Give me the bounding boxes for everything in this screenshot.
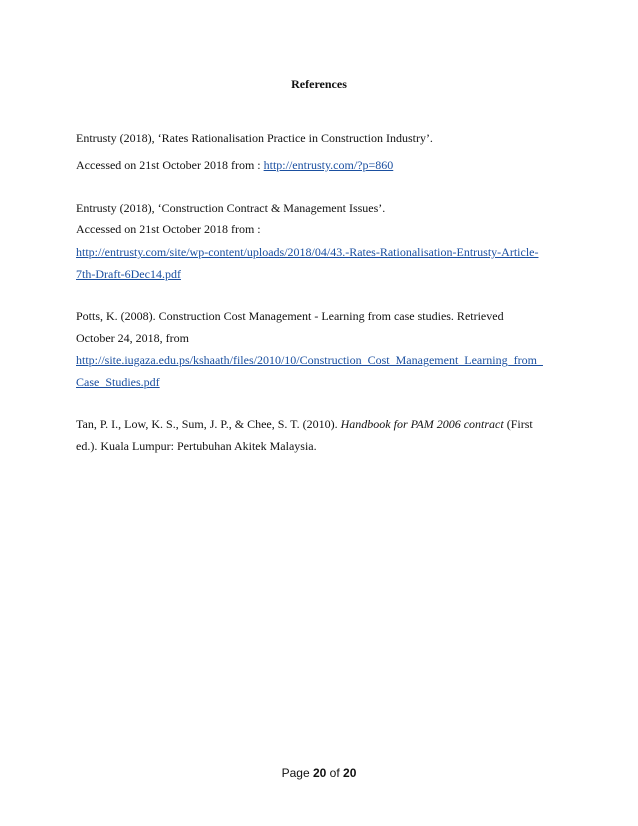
page-title: References xyxy=(291,77,347,91)
reference-3-link[interactable]: http://site.iugaza.edu.ps/kshaath/files/2010/10/Construction_Cost_Management_Learning_from_ xyxy=(76,353,543,367)
reference-1-link[interactable]: http://entrusty.com/?p=860 xyxy=(263,158,394,172)
footer-of-word: of xyxy=(329,766,340,780)
reference-2-link-line-2[interactable] xyxy=(76,266,181,282)
reference-2-link-continued[interactable]: 7th-Draft-6Dec14.pdf xyxy=(76,267,181,281)
reference-3-link-continued[interactable]: Case_Studies.pdf xyxy=(76,375,160,389)
reference-3-link-line-1[interactable] xyxy=(76,352,543,368)
reference-4-book-title: Handbook for PAM 2006 contract xyxy=(340,417,504,431)
reference-3-retrieved: October 24, 2018, from xyxy=(76,331,189,345)
reference-4-edition: (First xyxy=(503,417,533,431)
reference-2-link-line-1[interactable] xyxy=(76,244,538,260)
footer-current-page: 20 xyxy=(312,766,327,780)
reference-1-accessed xyxy=(76,157,393,173)
reference-1-citation: Entrusty (2018), ‘Rates Rationalisation Practice in Construction Industry’. xyxy=(76,131,433,145)
reference-4-authors: Tan, P. I., Low, K. S., Sum, J. P., & Chee, S. T. (2010). xyxy=(76,417,341,431)
reference-2-accessed: Accessed on 21st October 2018 from : xyxy=(76,222,261,236)
reference-3-link-line-2[interactable] xyxy=(76,374,160,390)
reference-1-accessed-text: Accessed on 21st October 2018 from : xyxy=(76,158,264,172)
footer-total-pages: 20 xyxy=(343,766,357,780)
reference-4-citation xyxy=(76,416,533,432)
footer-page-word: Page xyxy=(281,766,310,780)
page-footer xyxy=(0,765,638,781)
reference-2-link[interactable]: http://entrusty.com/site/wp-content/uploads/2018/04/43.-Rates-Rationalisation-Entrusty-Article- xyxy=(76,245,539,259)
reference-2-citation: Entrusty (2018), ‘Construction Contract & Management Issues’. xyxy=(76,201,386,215)
reference-4-publisher: ed.). Kuala Lumpur: Pertubuhan Akitek Malaysia. xyxy=(76,439,317,453)
reference-3-citation: Potts, K. (2008). Construction Cost Management - Learning from case studies. Retrieved xyxy=(76,309,504,323)
